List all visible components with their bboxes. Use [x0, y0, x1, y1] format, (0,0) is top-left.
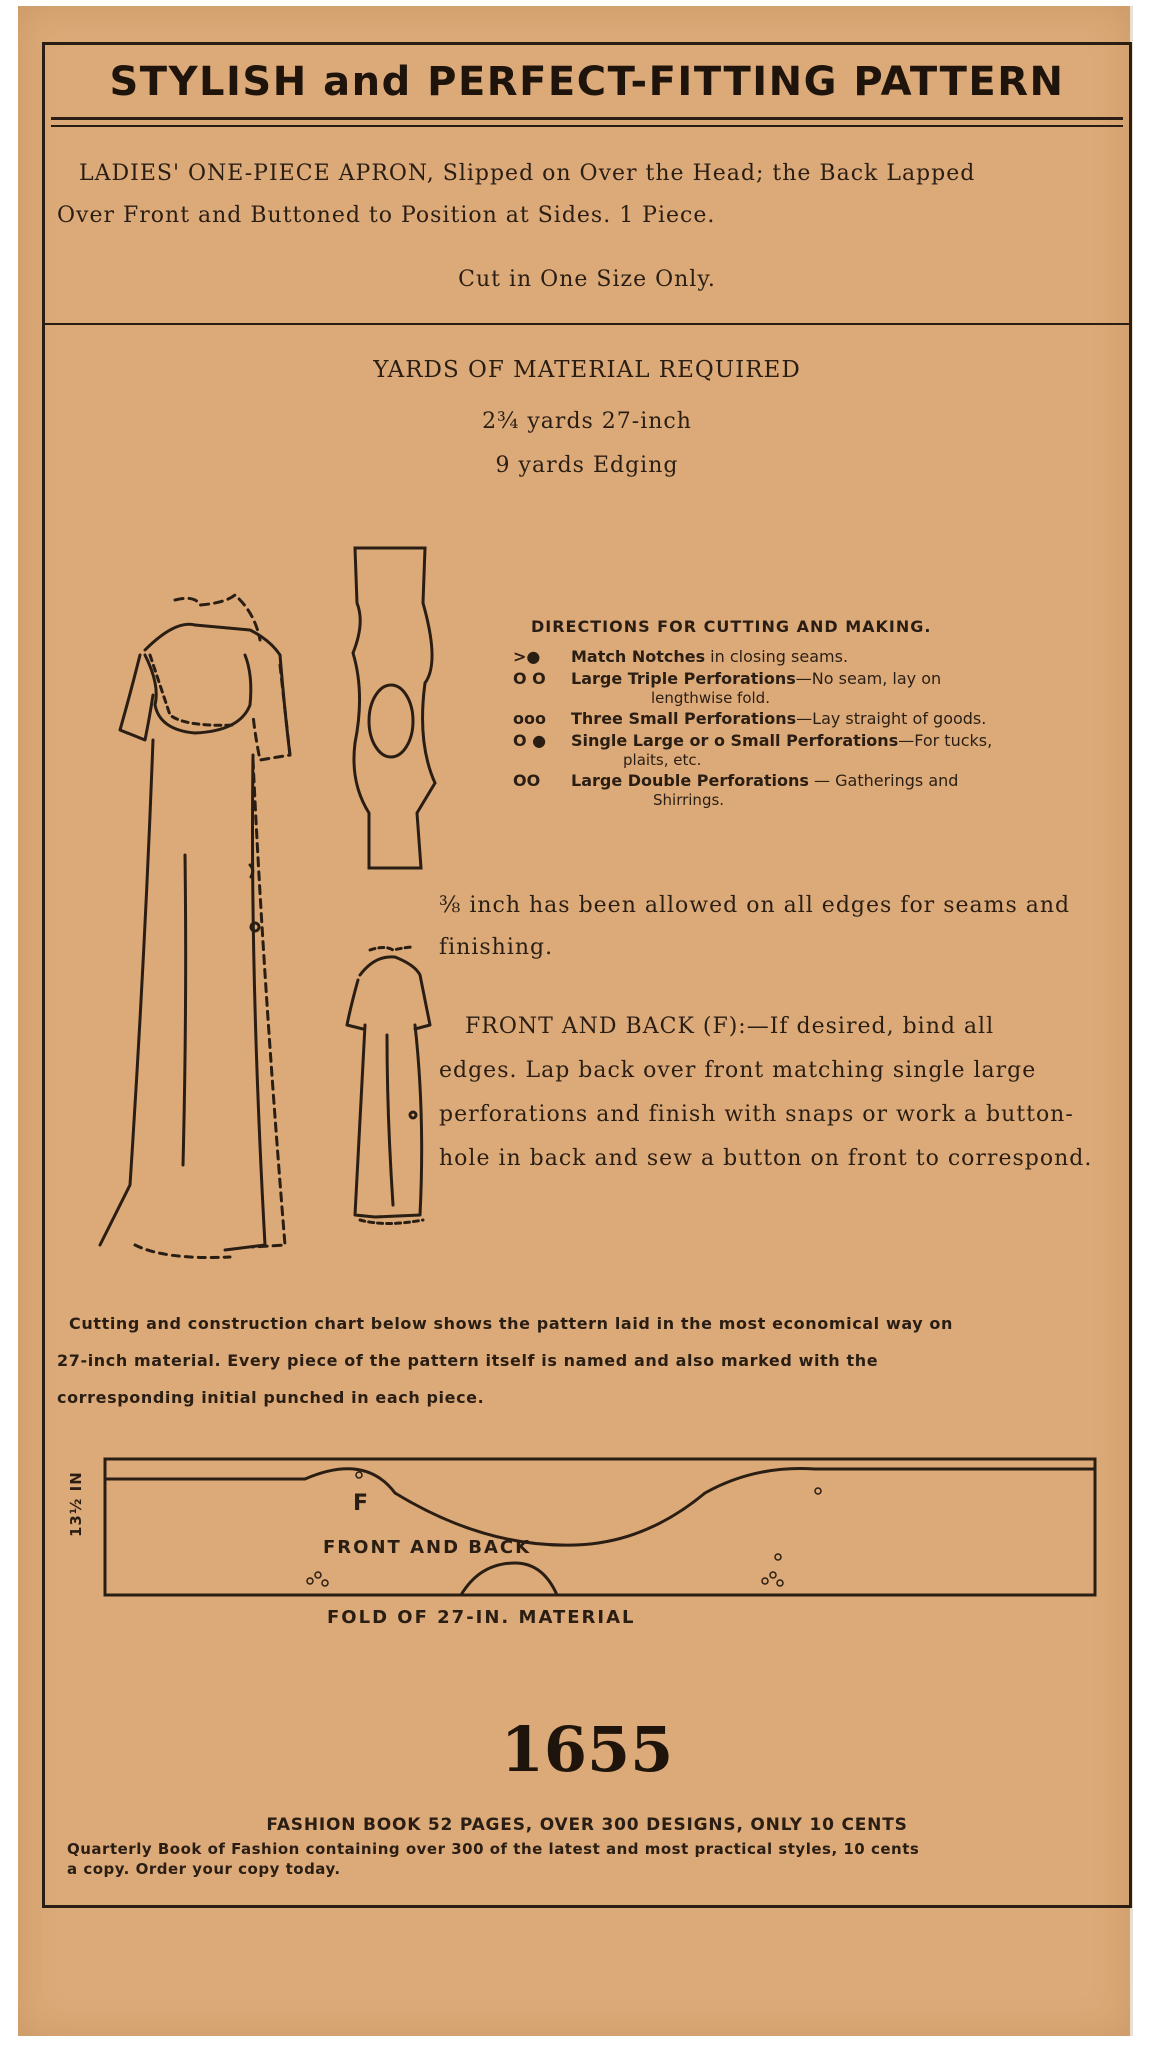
- directions-block: [513, 617, 1093, 810]
- direction-cont: Shirrings.: [653, 791, 725, 809]
- direction-label: Large Triple Perforations: [571, 669, 796, 688]
- description-line-1: LADIES' ONE-PIECE APRON, Slipped on Over the Head; the Back Lapped: [79, 161, 976, 186]
- chart-note-line-3: corresponding initial punched in each piece.: [57, 1388, 485, 1407]
- direction-item-triple: [513, 668, 1093, 690]
- direction-text: —Lay straight of goods.: [796, 709, 987, 728]
- direction-text: —For tucks,: [898, 731, 993, 750]
- section-divider: [45, 323, 1129, 325]
- direction-text: in closing seams.: [705, 647, 849, 666]
- pattern-number: 1655: [500, 1713, 674, 1786]
- layout-piece-initial: F: [353, 1491, 369, 1516]
- footer-headline: FASHION BOOK 52 PAGES, OVER 300 DESIGNS, ONLY 10 CENTS: [266, 1815, 908, 1835]
- direction-label: Single Large or o Small Perforations: [571, 731, 899, 750]
- direction-cont: plaits, etc.: [623, 751, 702, 769]
- page-border: [42, 42, 1132, 1908]
- layout-fold-label: FOLD OF 27-IN. MATERIAL: [327, 1607, 636, 1628]
- layout-side-label: 13½ IN: [67, 1471, 85, 1537]
- seam-note-line-1: ⅜ inch has been allowed on all edges for seams and: [439, 893, 1071, 918]
- direction-item-double: [513, 770, 1093, 792]
- cutting-layout-chart: [65, 1453, 1115, 1673]
- layout-piece-label: FRONT AND BACK: [323, 1537, 532, 1558]
- pattern-piece-illustration: [345, 543, 445, 873]
- description-line-2: Over Front and Buttoned to Position at Sides. 1 Piece.: [57, 203, 716, 228]
- title-rule-thin: [51, 125, 1123, 127]
- footer-body: [67, 1839, 1117, 1879]
- page-title: STYLISH and PERFECT-FITTING PATTERN: [109, 59, 1065, 105]
- front-back-line-1: FRONT AND BACK (F):—If desired, bind all: [465, 1014, 995, 1039]
- direction-label: Large Double Perforations: [571, 771, 809, 790]
- triple-perforation-icon: O O: [513, 669, 546, 688]
- seam-note: [439, 885, 1119, 969]
- direction-item-notches: [513, 646, 1093, 668]
- front-back-line-4: hole in back and sew a button on front to correspond.: [439, 1146, 1093, 1171]
- directions-heading: DIRECTIONS FOR CUTTING AND MAKING.: [531, 617, 932, 636]
- seam-note-line-2: finishing.: [439, 935, 554, 960]
- material-heading: YARDS OF MATERIAL REQUIRED: [373, 357, 801, 383]
- title-rule: [51, 117, 1123, 120]
- three-small-perforation-icon: ooo: [513, 709, 546, 728]
- direction-item-single: [513, 730, 1093, 752]
- chart-note: [57, 1305, 1107, 1416]
- front-back-line-3: perforations and finish with snaps or work a button-: [439, 1102, 1074, 1127]
- front-back-line-2: edges. Lap back over front matching single large: [439, 1058, 1037, 1083]
- material-line-1: 2¾ yards 27-inch: [482, 409, 692, 434]
- pattern-sheet: [18, 6, 1133, 2036]
- direction-label: Match Notches: [571, 647, 706, 666]
- direction-cont: lengthwise fold.: [651, 689, 770, 707]
- direction-text: —No seam, lay on: [795, 669, 942, 688]
- direction-label: Three Small Perforations: [571, 709, 797, 728]
- direction-item-three-small: [513, 708, 1093, 730]
- chart-note-line-1: Cutting and construction chart below shows the pattern laid in the most economical way on: [69, 1314, 954, 1333]
- direction-text: — Gatherings and: [808, 771, 959, 790]
- material-line-2: 9 yards Edging: [495, 453, 679, 478]
- single-perforation-icon: O ●: [513, 731, 547, 750]
- size-note: Cut in One Size Only.: [458, 267, 716, 292]
- footer-line-3: a copy. Order your copy today.: [67, 1860, 341, 1878]
- front-back-instructions: [439, 1005, 1129, 1181]
- chart-note-line-2: 27-inch material. Every piece of the pattern itself is named and also marked with the: [57, 1351, 879, 1370]
- footer-line-2: Quarterly Book of Fashion containing over 300 of the latest and most practical styles, 10 cents: [67, 1840, 920, 1858]
- double-perforation-icon: OO: [513, 771, 541, 790]
- notch-symbol-icon: >●: [513, 647, 541, 666]
